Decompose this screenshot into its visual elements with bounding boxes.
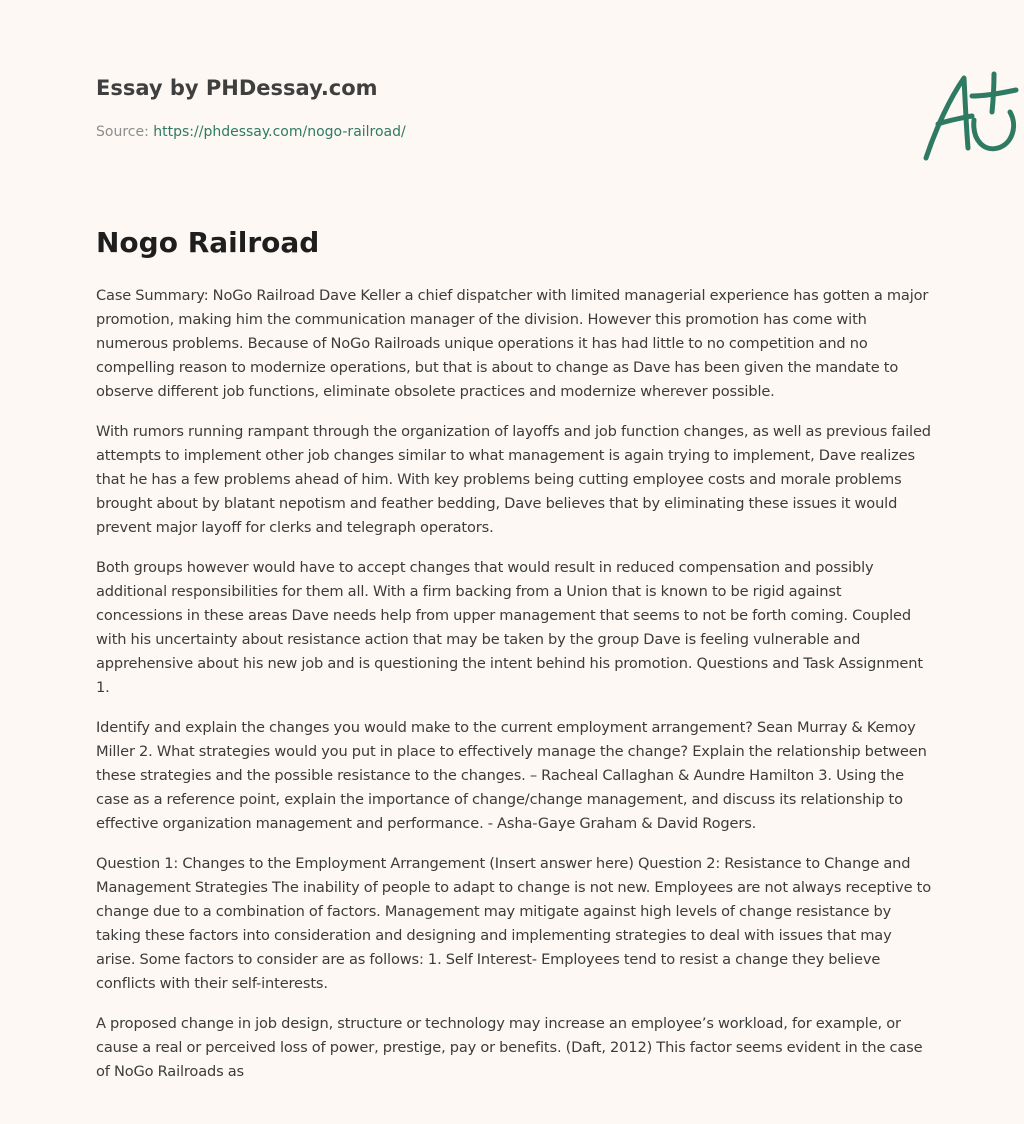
essay-paragraph: A proposed change in job design, structure or technology may increase an employee’s workload, for example, or cause a real or perceived loss of power, prestige, pay or benefits. (Daft, 2012) This factor seems evident in the case of NoGo Railroads as <box>96 1015 923 1080</box>
essay-paragraph: Identify and explain the changes you would make to the current employment arrangement? Sean Murray & Kemoy Miller 2. What strategies would you put in place to effectively manage the change? Explain the relationship between these strategies and the possible resistance to the changes. – Racheal Callaghan & Aundre Hamilton 3. Using the case as a reference point, explain the importance of change/change management, and discuss its relationship to effective organization management and performance. - Asha-Gaye Graham & David Rogers. <box>96 719 927 832</box>
essay-body <box>96 284 932 1100</box>
essay-paragraph: Question 1: Changes to the Employment Arrangement (Insert answer here) Question 2: Resistance to Change and Management Strategies The inability of people to adapt to change is not new. Employees are not always receptive to change due to a combination of factors. Management may mitigate against high levels of change resistance by taking these factors into consideration and designing and implementing strategies to deal with issues that may arise. Some factors to consider are as follows: 1. Self Interest- Employees tend to resist a change they believe conflicts with their self-interests. <box>96 855 932 992</box>
essay-title: Nogo Railroad <box>96 226 320 259</box>
source-line <box>96 124 406 140</box>
essay-paragraph: Both groups however would have to accept changes that would result in reduced compensation and possibly additional responsibilities for them all. With a firm backing from a Union that is known to be rigid against concessions in these areas Dave needs help from upper management that seems to not be forth coming. Coupled with his uncertainty about resistance action that may be taken by the group Dave is feeling vulnerable and apprehensive about his new job and is questioning the intent behind his promotion. Questions and Task Assignment 1. <box>96 559 923 696</box>
essay-paragraph: With rumors running rampant through the organization of layoffs and job function changes, as well as previous failed attempts to implement other job changes similar to what management is again trying to implement, Dave realizes that he has a few problems ahead of him. With key problems being cutting employee costs and morale problems brought about by blatant nepotism and feather bedding, Dave believes that by eliminating these issues it would prevent major layoff for clerks and telegraph operators. <box>96 423 931 536</box>
source-label: Source: <box>96 124 149 140</box>
a-plus-grade-icon <box>922 68 1022 164</box>
essay-paragraph: Case Summary: NoGo Railroad Dave Keller a chief dispatcher with limited managerial experience has gotten a major promotion, making him the communication manager of the division. However this promotion has come with numerous problems. Because of NoGo Railroads unique operations it has had little to no competition and no compelling reason to modernize operations, but that is about to change as Dave has been given the mandate to observe different job functions, eliminate obsolete practices and modernize wherever possible. <box>96 287 929 400</box>
source-link[interactable]: https://phdessay.com/nogo-railroad/ <box>153 124 406 140</box>
site-brand[interactable]: Essay by PHDessay.com <box>96 76 378 100</box>
